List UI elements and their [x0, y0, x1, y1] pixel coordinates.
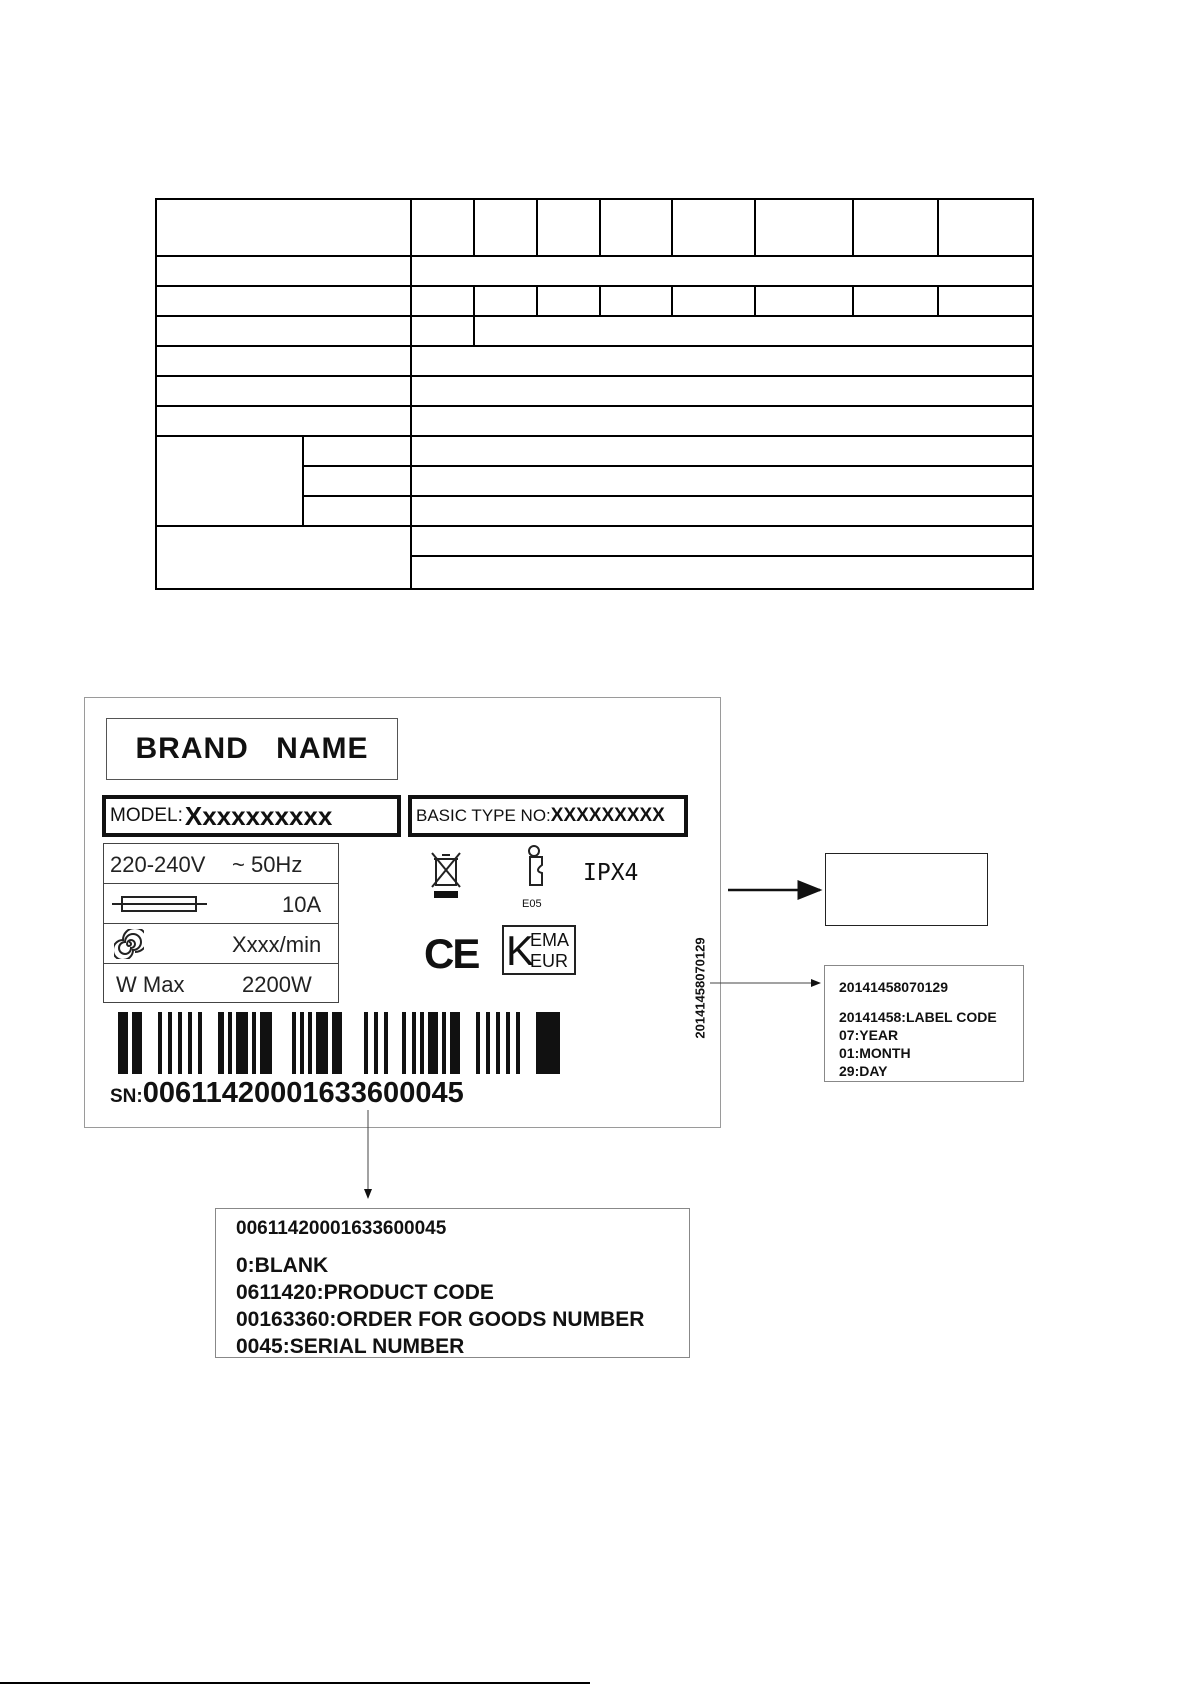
- kema-k: K: [506, 927, 535, 974]
- ce-mark: CE: [424, 930, 479, 977]
- kema-top: EMA: [530, 930, 570, 950]
- sn-legend-line: 0611420:PRODUCT CODE: [236, 1281, 494, 1304]
- table-rule: [599, 200, 601, 255]
- serial-number-legend: [215, 1208, 690, 1358]
- sn-legend-line: 00163360:ORDER FOR GOODS NUMBER: [236, 1308, 645, 1331]
- barcode: [118, 1012, 678, 1074]
- table-rule: [754, 285, 756, 315]
- table-rule: [157, 405, 1032, 407]
- date-legend-line: 07:YEAR: [839, 1027, 899, 1043]
- model-prefix: MODEL:: [110, 805, 183, 826]
- sn-legend-line: 0045:SERIAL NUMBER: [236, 1335, 465, 1358]
- table-rule: [937, 285, 939, 315]
- model-value: Xxxxxxxxxx: [184, 800, 333, 831]
- power-label: W Max: [116, 972, 185, 997]
- frequency: ~ 50Hz: [232, 852, 303, 877]
- table-rule: [157, 285, 1032, 287]
- sn-legend-code: 00611420001633600045: [236, 1218, 447, 1239]
- spin-icon: [114, 929, 144, 959]
- power-row: [104, 964, 338, 1004]
- vertical-date-code-text: 20141458070129: [692, 936, 708, 1039]
- table-rule: [302, 435, 304, 525]
- sn-value: 00611420001633600045: [142, 1077, 464, 1109]
- serial-number: [110, 1077, 464, 1110]
- kema-keur-mark: [502, 925, 576, 975]
- ipx-rating: IPX4: [583, 860, 639, 886]
- table-rule: [852, 200, 854, 255]
- fuse-rating: 10A: [282, 892, 322, 917]
- specification-table: [155, 198, 1034, 590]
- date-code-legend: [824, 965, 1024, 1082]
- table-rule: [754, 200, 756, 255]
- table-rule: [157, 435, 1032, 437]
- kema-bottom: EUR: [530, 951, 569, 971]
- basic-type-box: [408, 795, 688, 837]
- rating-box: [103, 843, 339, 1003]
- basic-type-prefix: BASIC TYPE NO:: [416, 806, 551, 825]
- table-rule: [410, 555, 1032, 557]
- date-legend-line: 01:MONTH: [839, 1045, 911, 1061]
- date-code: 20141458070129: [839, 979, 949, 995]
- date-legend-line: 29:DAY: [839, 1063, 888, 1079]
- speed-row: [104, 924, 338, 964]
- brand-name-box: [106, 718, 398, 780]
- table-rule: [157, 345, 1032, 347]
- fuse-row: [104, 884, 338, 924]
- sn-legend-line: 0:BLANK: [236, 1254, 329, 1277]
- table-rule: [536, 200, 538, 255]
- date-legend-line: 20141458:LABEL CODE: [839, 1009, 997, 1025]
- voltage-row: [104, 844, 338, 884]
- table-rule: [599, 285, 601, 315]
- vertical-date-code: [690, 925, 710, 1050]
- eos-symbol-icon: [520, 845, 552, 895]
- weee-bin-icon: [430, 851, 462, 899]
- table-rule: [671, 200, 673, 255]
- spin-speed: Xxxx/min: [232, 932, 322, 957]
- table-rule: [157, 315, 1032, 317]
- table-rule: [157, 375, 1032, 377]
- table-rule: [410, 200, 412, 588]
- empty-callout-box: [825, 853, 988, 926]
- table-rule: [157, 525, 1032, 527]
- model-box: [102, 795, 401, 837]
- table-rule: [937, 200, 939, 255]
- table-rule: [852, 285, 854, 315]
- table-rule: [473, 200, 475, 255]
- table-rule: [671, 285, 673, 315]
- footer-rule: [0, 1682, 590, 1684]
- basic-type-value: XXXXXXXXX: [550, 805, 665, 826]
- power-value: 2200W: [242, 972, 312, 997]
- table-rule: [536, 285, 538, 315]
- eos-label: E05: [522, 898, 542, 910]
- table-rule: [473, 285, 475, 345]
- voltage: 220-240V: [110, 852, 206, 877]
- sn-prefix: SN:: [110, 1086, 143, 1107]
- brand-name: BRAND NAME: [135, 732, 369, 765]
- table-rule: [157, 255, 1032, 257]
- fuse-icon: [112, 894, 207, 914]
